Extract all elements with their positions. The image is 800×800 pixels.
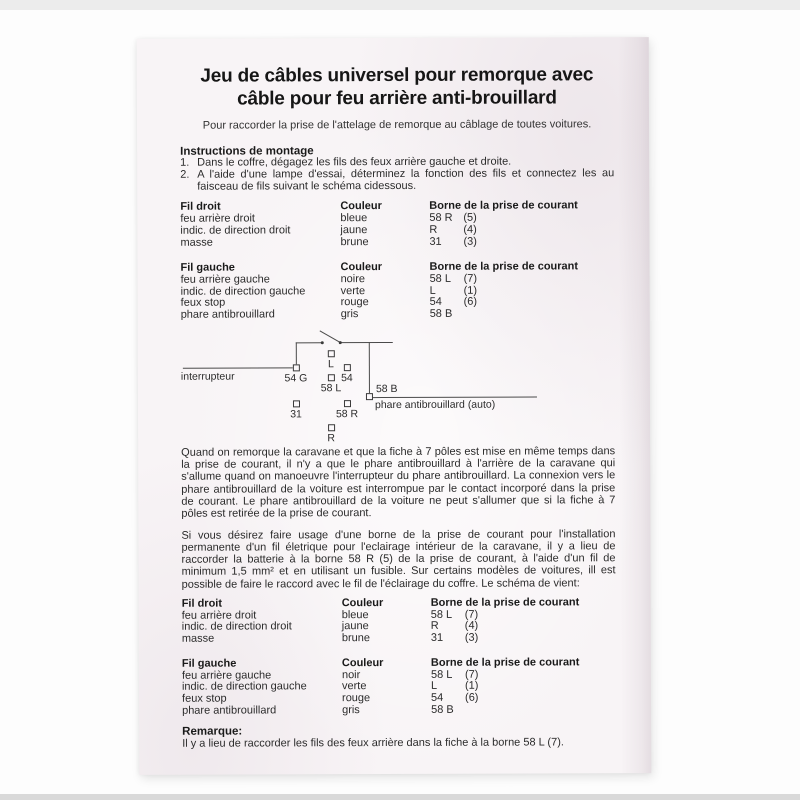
cell-borne: 58 L (429, 272, 451, 285)
wire-line-top-right (341, 342, 393, 343)
cell-couleur: jaune (341, 620, 369, 633)
terminal-label-31: 31 (290, 408, 302, 421)
terminal-square-r (328, 424, 335, 431)
instruction-item (180, 168, 614, 193)
cell-borne: R (430, 620, 439, 633)
cell-couleur: noire (340, 273, 366, 286)
cell-couleur: brune (340, 235, 369, 248)
terminal-label-58r: 58 R (335, 407, 359, 420)
wire-table-fil-gauche-top (180, 261, 614, 321)
cell-borne: R (429, 223, 438, 236)
cell-label: indic. de direction gauche (181, 680, 307, 693)
cell-borne: 58 B (431, 703, 454, 716)
cell-pin: (3) (464, 631, 479, 644)
cell-label: feu arrière gauche (180, 273, 270, 286)
table-title: Fil gauche (180, 261, 235, 274)
cell-borne: 58 L (430, 668, 453, 681)
page-title (180, 63, 614, 111)
cell-label: phare antibrouillard (182, 704, 277, 717)
cell-pin: (5) (463, 211, 477, 224)
cell-couleur: jaune (340, 223, 368, 236)
cell-pin: (7) (463, 272, 478, 285)
table-title: Fil gauche (181, 657, 237, 670)
cell-pin: (6) (464, 691, 479, 704)
cell-label: masse (180, 236, 213, 249)
terminal-square-58r (344, 400, 351, 407)
cell-label: feux stop (181, 692, 227, 705)
wire-line-right-vertical (369, 342, 370, 393)
cell-couleur: noir (341, 668, 361, 681)
table-col-borne: Borne de la prise de courant (430, 656, 580, 669)
wire-table-fil-droit-top (180, 201, 614, 249)
sheet-content (180, 63, 616, 750)
diagram-input-label: interrupteur (180, 370, 235, 383)
switch-contact-dot (339, 341, 342, 344)
cell-label: indic. de direction droit (180, 224, 291, 237)
table-col-couleur: Couleur (341, 597, 384, 610)
cell-couleur: gris (340, 308, 359, 321)
cell-couleur: gris (342, 703, 360, 716)
cell-pin: (4) (464, 620, 479, 633)
cell-couleur: verte (340, 284, 366, 297)
cell-label: indic. de direction gauche (180, 284, 306, 298)
cell-pin: (4) (463, 223, 477, 236)
terminal-label-58l: 58 L (320, 381, 342, 394)
cell-pin (464, 308, 615, 320)
terminal-square-58b (366, 393, 373, 400)
table-col-couleur: Couleur (340, 261, 383, 274)
wire-table-fil-gauche-bottom (182, 657, 616, 717)
instruction-number: 1. (180, 156, 190, 169)
cell-couleur: brune (341, 632, 370, 645)
cell-borne: 54 (430, 691, 444, 704)
cell-pin: (1) (463, 284, 478, 297)
photo-top-border (0, 0, 800, 10)
cell-label: feu arrière gauche (181, 668, 272, 682)
table-title: Fil droit (181, 597, 223, 610)
cell-borne: 58 B (429, 307, 453, 320)
terminal-label-54: 54 (341, 371, 353, 384)
remark-text: Il y a lieu de raccorder les fils des feux arrière dans la fiche à la borne 58 L (7). (182, 736, 564, 751)
photo-bottom-border (0, 794, 800, 800)
table-col-couleur: Couleur (341, 656, 384, 669)
wire-line-input (183, 367, 293, 369)
wire-line-top-left (296, 342, 323, 343)
terminal-square-31 (293, 400, 300, 407)
page-subtitle: Pour raccorder la prise de l'attelage de remorque au câblage de toutes voitures. (202, 118, 592, 132)
wiring-diagram (181, 322, 615, 444)
table-title: Fil droit (180, 200, 221, 214)
cell-borne: L (430, 680, 438, 693)
cell-pin: (6) (463, 296, 478, 309)
instruction-text: Dans le coffre, dégagez les fils des feux arrière gauche et droite. (197, 155, 512, 169)
table-col-borne: Borne de la prise de courant (430, 596, 580, 609)
cell-couleur: rouge (340, 296, 369, 309)
paragraph-permanent-wire: Si vous désirez faire usage d'une borne de la prise de courant pour l'installation permanente d'un fil életrique pour l'eclairage intérieur de la caravane, il y a lieu de raccorder la batterie à la borne 58 R (5) de la prise de courant, à l'aide d'un fil de minimum 1,5 mm² et en utilisant un fusible. Sur certains modèles de voitures, ill est possible de faire le raccord avec le fil de l'éclairage du coffre. Le schéma de vient: (181, 527, 616, 591)
wire-table-fil-droit-bottom (182, 597, 616, 645)
table-col-borne: Borne de la prise de courant (429, 199, 578, 213)
cell-pin: (1) (464, 679, 479, 692)
table-col-borne: Borne de la prise de courant (429, 260, 579, 274)
cell-pin: (7) (464, 668, 479, 681)
cell-couleur: bleue (340, 212, 368, 225)
cell-label: feu arrière droit (180, 212, 255, 225)
terminal-label-58b: 58 B (375, 382, 398, 395)
terminal-label-r: R (327, 431, 335, 444)
switch-contact-dot (321, 341, 324, 344)
cell-couleur: verte (341, 680, 367, 693)
instructions-heading: Instructions de montage (180, 145, 314, 158)
cell-label: feu arrière droit (181, 609, 257, 622)
terminal-square-l (328, 350, 335, 357)
cell-pin (465, 704, 616, 716)
cell-couleur: rouge (341, 691, 371, 705)
cell-borne: L (429, 284, 436, 297)
terminal-label-54g: 54 G (284, 372, 308, 385)
cell-borne: 54 (429, 296, 442, 309)
wire-line-left-vertical (296, 342, 297, 364)
cell-borne: 58 L (430, 608, 453, 621)
cell-label: masse (181, 632, 215, 645)
cell-label: feux stop (180, 296, 226, 310)
cell-label: indic. de direction droit (181, 620, 292, 634)
instruction-sheet (137, 37, 652, 775)
terminal-label-l: L (327, 357, 334, 370)
instruction-text: A l'aide d'une lampe d'essai, déterminez la fonction des fils et connectez les au faisceau de fils suivant le schéma cidessous. (197, 167, 615, 193)
paragraph-fog-light: Quand on remorque la caravane et que la fiche à 7 pôles est mise en même temps dans la prise de courant, il n'y a que le phare antibrouillard à l'arrière de la caravane qui s'allume quand on manoeuvre l'interrupteur du phare antibrouillard. La connexion vers le phare antibrouillard de la voiture est interrompue par le contact incorporé dans la prise de courant. Le phare antibrouillard de la voiture ne peut s'allumer que si la fiche à 7 pôles est retirée de la prise de courant. (181, 444, 616, 520)
cell-couleur: bleue (341, 608, 369, 621)
cell-borne: 58 R (429, 211, 453, 224)
remark-heading: Remarque: (182, 725, 243, 739)
table-col-couleur: Couleur (340, 200, 382, 213)
wire-line-output (373, 396, 537, 398)
cell-label: phare antibrouillard (180, 308, 275, 321)
cell-borne: 31 (430, 631, 444, 644)
cell-borne: 31 (429, 235, 442, 248)
diagram-output-label: phare antibrouillard (auto) (374, 398, 496, 411)
cell-pin: (3) (463, 235, 477, 248)
page-title-line2: câble pour feu arrière anti-brouillard (237, 87, 557, 110)
instruction-number: 2. (180, 168, 190, 181)
cell-pin: (7) (464, 608, 479, 621)
terminal-square-54g (293, 364, 300, 371)
page-title-line1: Jeu de câbles universel pour remorque avec (200, 64, 594, 87)
